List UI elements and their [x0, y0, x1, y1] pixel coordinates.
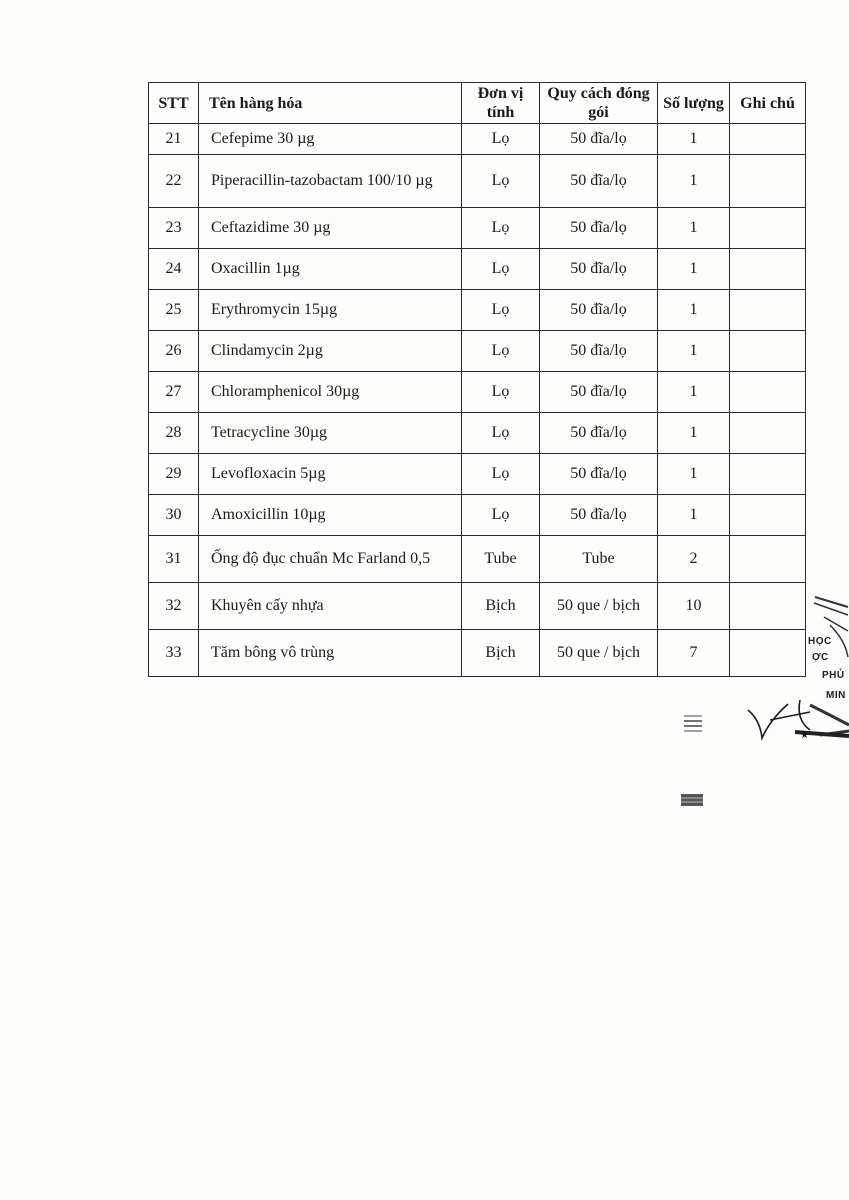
cell-name: Chloramphenicol 30µg — [199, 372, 462, 413]
table-row — [149, 249, 806, 290]
cell-stt: 23 — [149, 208, 199, 249]
cell-qty: 1 — [658, 249, 730, 290]
cell-note — [730, 290, 806, 331]
cell-spec: 50 que / bịch — [540, 630, 658, 677]
cell-note — [730, 495, 806, 536]
cell-qty: 1 — [658, 372, 730, 413]
cell-note — [730, 372, 806, 413]
cell-stt: 27 — [149, 372, 199, 413]
cell-unit: Lọ — [462, 331, 540, 372]
cell-stt: 31 — [149, 536, 199, 583]
cell-spec: 50 đĩa/lọ — [540, 249, 658, 290]
cell-unit: Lọ — [462, 413, 540, 454]
table-row — [149, 124, 806, 155]
table-row — [149, 372, 806, 413]
table-row — [149, 583, 806, 630]
cell-qty: 2 — [658, 536, 730, 583]
table-row — [149, 536, 806, 583]
table-row — [149, 630, 806, 677]
cell-unit: Bịch — [462, 583, 540, 630]
cell-unit: Lọ — [462, 208, 540, 249]
header-unit: Đơn vị tính — [462, 83, 540, 124]
cell-name: Piperacillin-tazobactam 100/10 µg — [199, 155, 462, 208]
header-note: Ghi chú — [730, 83, 806, 124]
cell-spec: 50 đĩa/lọ — [540, 155, 658, 208]
cell-stt: 26 — [149, 331, 199, 372]
cell-qty: 1 — [658, 208, 730, 249]
cell-stt: 25 — [149, 290, 199, 331]
cell-name: Ceftazidime 30 µg — [199, 208, 462, 249]
cell-qty: 7 — [658, 630, 730, 677]
cell-qty: 1 — [658, 495, 730, 536]
cell-note — [730, 331, 806, 372]
cell-unit: Bịch — [462, 630, 540, 677]
cell-spec: 50 que / bịch — [540, 583, 658, 630]
signature — [740, 690, 849, 750]
table-header-row — [149, 83, 806, 124]
header-qty: Số lượng — [658, 83, 730, 124]
table-row — [149, 331, 806, 372]
cell-stt: 22 — [149, 155, 199, 208]
table-row — [149, 454, 806, 495]
seal-lines — [683, 712, 703, 736]
cell-name: Cefepime 30 µg — [199, 124, 462, 155]
cell-qty: 1 — [658, 331, 730, 372]
cell-spec: 50 đĩa/lọ — [540, 495, 658, 536]
cell-qty: 1 — [658, 290, 730, 331]
cell-unit: Tube — [462, 536, 540, 583]
cell-unit: Lọ — [462, 290, 540, 331]
cell-unit: Lọ — [462, 454, 540, 495]
header-name: Tên hàng hóa — [199, 83, 462, 124]
table-row — [149, 208, 806, 249]
cell-qty: 1 — [658, 124, 730, 155]
cell-spec: 50 đĩa/lọ — [540, 454, 658, 495]
cell-qty: 10 — [658, 583, 730, 630]
cell-stt: 21 — [149, 124, 199, 155]
cell-note — [730, 536, 806, 583]
cell-unit: Lọ — [462, 249, 540, 290]
cell-note — [730, 249, 806, 290]
cell-name: Ống độ đục chuẩn Mc Farland 0,5 — [199, 536, 462, 583]
cell-qty: 1 — [658, 155, 730, 208]
table-row — [149, 155, 806, 208]
cell-stt: 32 — [149, 583, 199, 630]
stamp-text-3: PHỦ — [822, 670, 845, 681]
table-body — [149, 124, 806, 677]
cell-name: Oxacillin 1µg — [199, 249, 462, 290]
stamp-text-2: ỢC — [812, 652, 829, 663]
cell-stt: 28 — [149, 413, 199, 454]
cell-spec: 50 đĩa/lọ — [540, 331, 658, 372]
cell-name: Erythromycin 15µg — [199, 290, 462, 331]
cell-unit: Lọ — [462, 155, 540, 208]
table-row — [149, 495, 806, 536]
cell-qty: 1 — [658, 413, 730, 454]
cell-note — [730, 124, 806, 155]
cell-unit: Lọ — [462, 124, 540, 155]
goods-table — [148, 82, 806, 677]
cell-stt: 29 — [149, 454, 199, 495]
cell-name: Khuyên cấy nhựa — [199, 583, 462, 630]
cell-name: Amoxicillin 10µg — [199, 495, 462, 536]
cell-stt: 33 — [149, 630, 199, 677]
cell-unit: Lọ — [462, 495, 540, 536]
cell-name: Clindamycin 2µg — [199, 331, 462, 372]
cell-spec: 50 đĩa/lọ — [540, 290, 658, 331]
cell-stt: 24 — [149, 249, 199, 290]
cell-spec: 50 đĩa/lọ — [540, 124, 658, 155]
cell-spec: 50 đĩa/lọ — [540, 372, 658, 413]
cell-note — [730, 454, 806, 495]
cell-name: Tetracycline 30µg — [199, 413, 462, 454]
stamp-text-1: HỌC — [808, 636, 832, 647]
stamp-text-4: MIN — [826, 690, 846, 701]
cell-spec: 50 đĩa/lọ — [540, 413, 658, 454]
cell-note — [730, 413, 806, 454]
cell-note — [730, 208, 806, 249]
cell-qty: 1 — [658, 454, 730, 495]
header-stt: STT — [149, 83, 199, 124]
cell-name: Tăm bông vô trùng — [199, 630, 462, 677]
cell-unit: Lọ — [462, 372, 540, 413]
table-row — [149, 413, 806, 454]
table-row — [149, 290, 806, 331]
cell-stt: 30 — [149, 495, 199, 536]
header-spec: Quy cách đóng gói — [540, 83, 658, 124]
cell-note — [730, 155, 806, 208]
svg-text:★: ★ — [800, 730, 809, 741]
cell-spec: Tube — [540, 536, 658, 583]
cell-name: Levofloxacin 5µg — [199, 454, 462, 495]
scan-mark — [681, 794, 703, 806]
cell-spec: 50 đĩa/lọ — [540, 208, 658, 249]
